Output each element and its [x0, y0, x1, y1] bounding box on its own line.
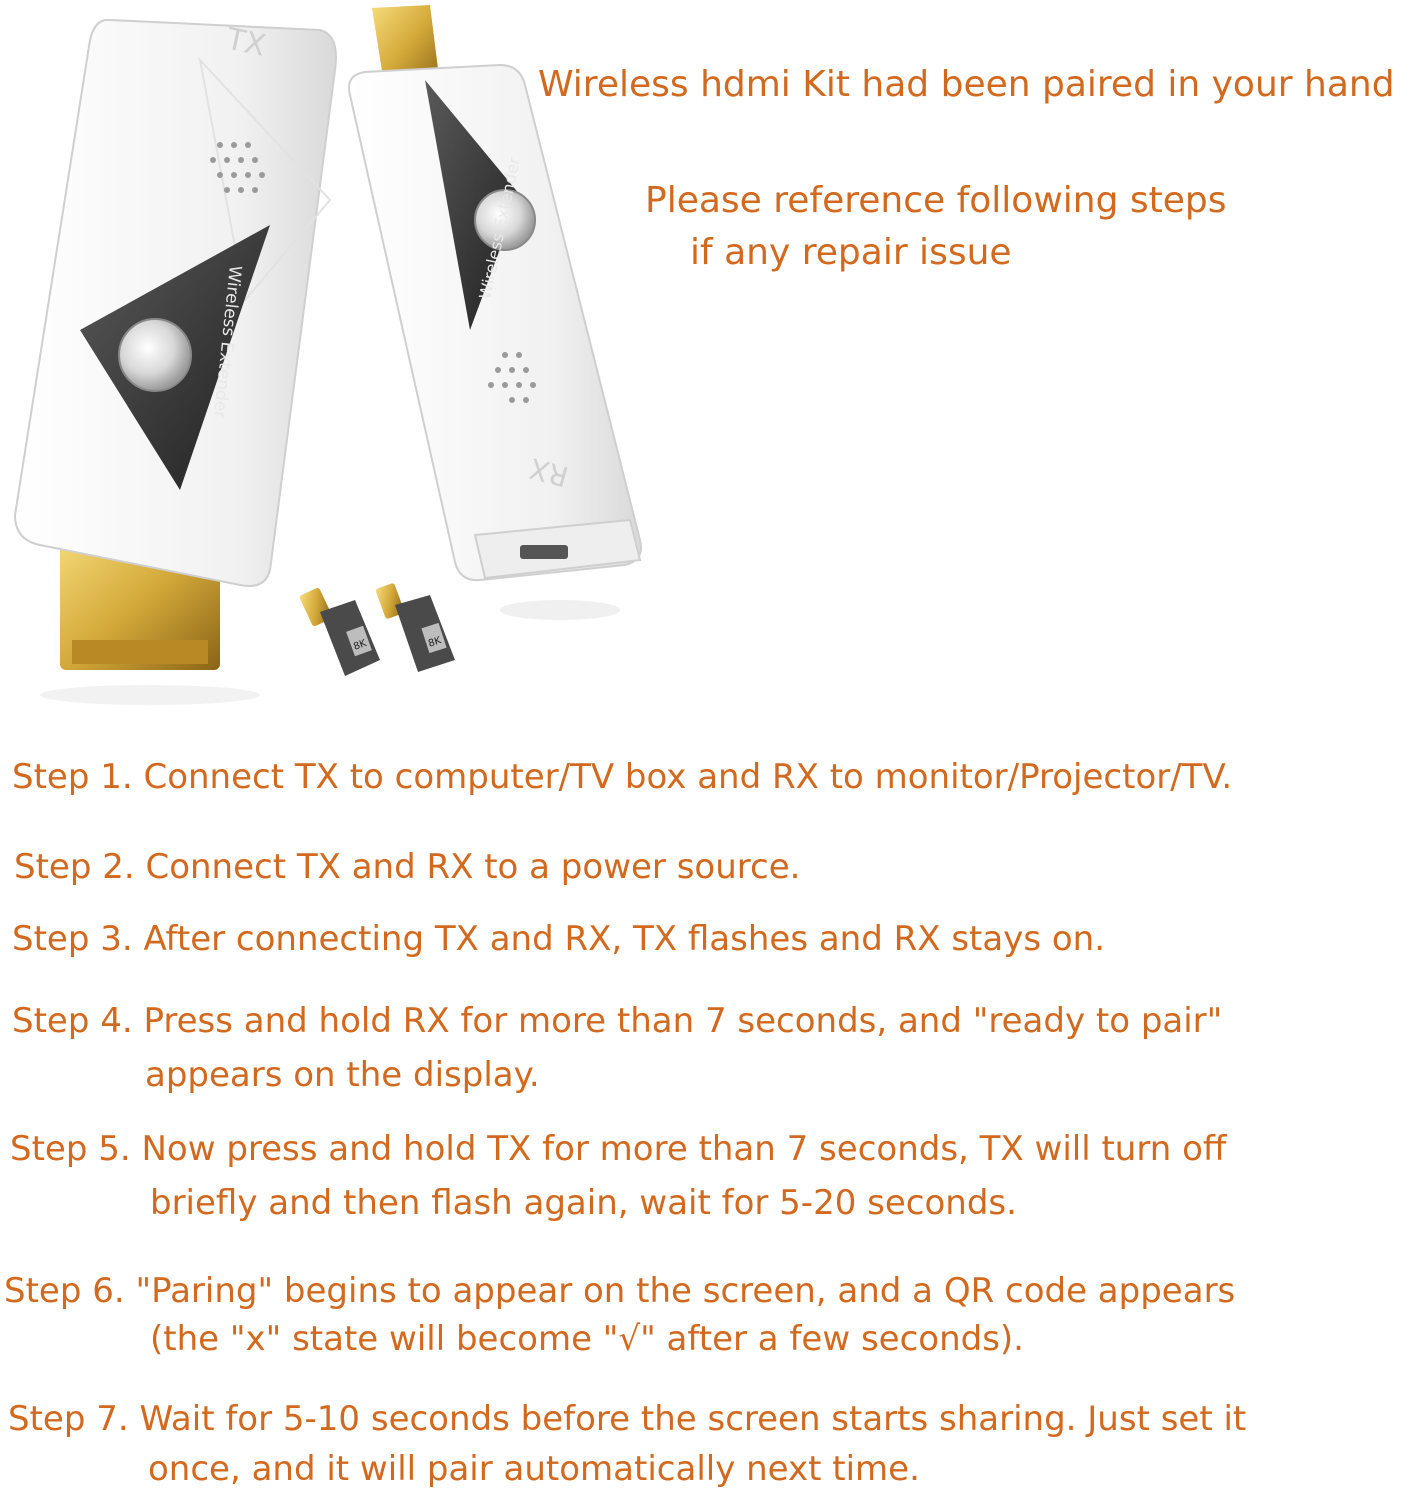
tx-device-label: TX: [223, 21, 269, 64]
headline: Wireless hdmi Kit had been paired in your hand: [538, 64, 1395, 105]
tx-power-button: [119, 319, 191, 391]
step-2-line-1: Step 2. Connect TX and RX to a power source.: [14, 847, 801, 887]
step-7-line-2: once, and it will pair automatically next time.: [148, 1449, 920, 1489]
adapter-badge-right: 8K: [427, 635, 443, 650]
step-3-line-1: Step 3. After connecting TX and RX, TX flashes and RX stays on.: [12, 919, 1106, 959]
tx-device: [15, 20, 336, 670]
step-5-line-2: briefly and then flash again, wait for 5-20 seconds.: [150, 1183, 1017, 1223]
step-6-line-1: Step 6. "Paring" begins to appear on the screen, and a QR code appears: [4, 1271, 1236, 1311]
hdmi-adapter-left: [299, 587, 380, 676]
adapter-badge-left: 8K: [352, 638, 368, 653]
step-4-line-1: Step 4. Press and hold RX for more than 7 seconds, and "ready to pair": [12, 1001, 1223, 1041]
step-5-line-1: Step 5. Now press and hold TX for more than 7 seconds, TX will turn off: [10, 1129, 1227, 1169]
rx-port: [520, 545, 568, 559]
step-1-line-1: Step 1. Connect TX to computer/TV box and RX to monitor/Projector/TV.: [12, 757, 1233, 797]
tx-panel-text: Wireless Extender: [208, 264, 245, 420]
step-6-line-2: (the "x" state will become "√" after a few seconds).: [150, 1319, 1024, 1359]
product-illustration: [0, 0, 660, 710]
rx-device-label: RX: [525, 451, 572, 494]
step-7-line-1: Step 7. Wait for 5-10 seconds before the screen starts sharing. Just set it: [8, 1399, 1247, 1439]
hdmi-adapter-right: [375, 583, 455, 672]
subheading-line-1: Please reference following steps: [645, 180, 1227, 221]
step-4-line-2: appears on the display.: [145, 1055, 540, 1095]
subheading-line-2: if any repair issue: [690, 232, 1012, 273]
rx-panel-text: Wireless Extender: [475, 155, 524, 301]
